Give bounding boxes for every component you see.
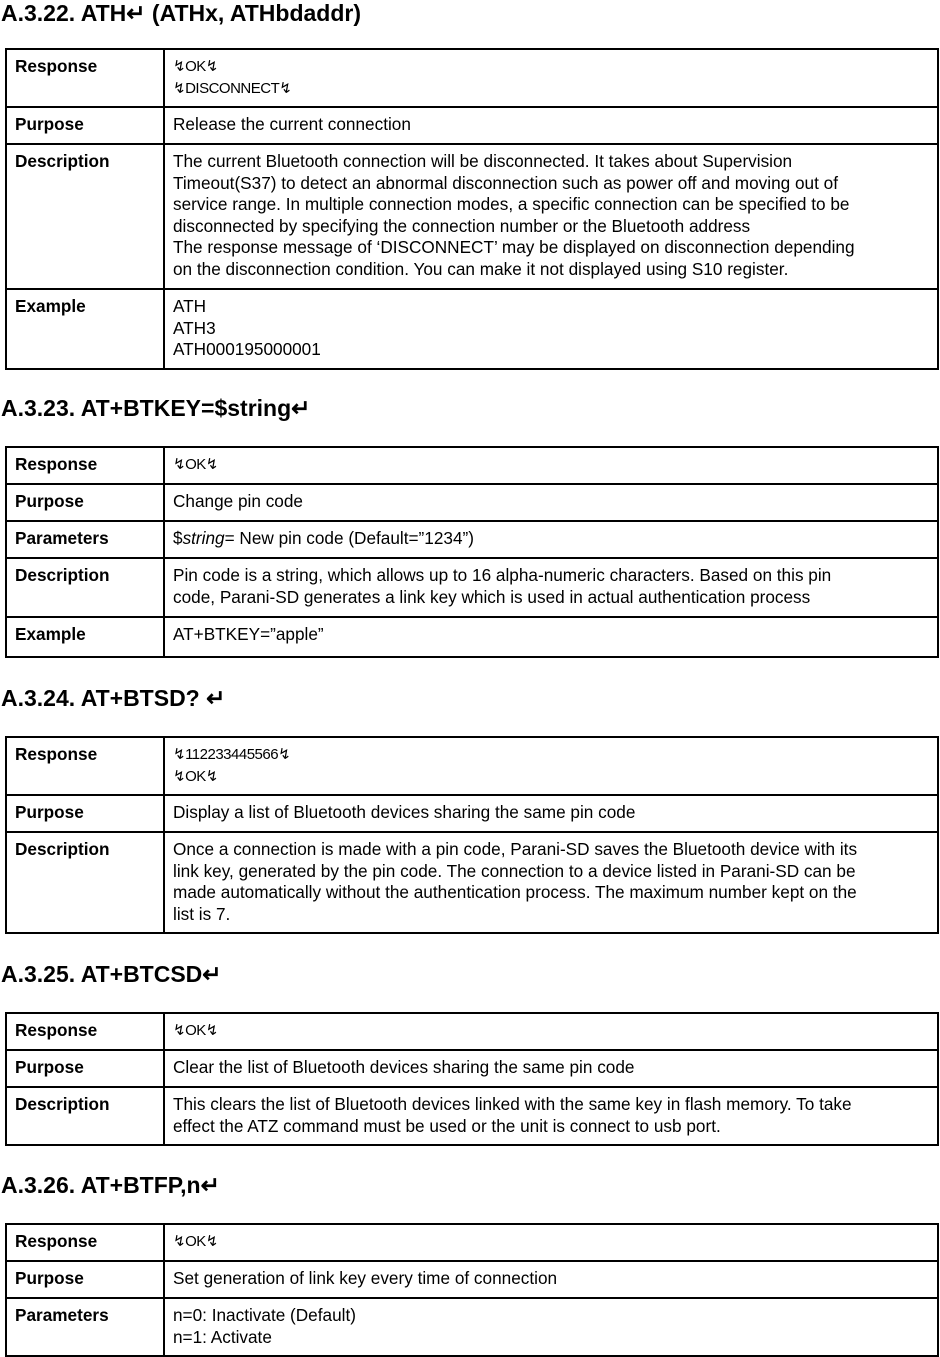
value-line: ↯OK↯	[173, 456, 218, 473]
value-line: Release the current connection	[173, 114, 411, 134]
value-line: service range. In multiple connection modes, a specific connection can be specified to be	[173, 194, 850, 214]
row-value	[164, 447, 938, 484]
value-line: ↯OK↯	[173, 767, 218, 785]
row-value	[164, 521, 938, 558]
row-key: Response	[6, 447, 164, 484]
table-row	[6, 49, 938, 107]
value-line: Clear the list of Bluetooth devices sharing the same pin code	[173, 1057, 635, 1077]
value-line: Set generation of link key every time of connection	[173, 1268, 558, 1288]
value-line: ↯112233445566↯	[173, 746, 291, 763]
section-btcsd	[0, 961, 940, 987]
row-key: Parameters	[6, 1298, 164, 1356]
row-key: Response	[6, 1013, 164, 1050]
row-value	[164, 832, 938, 933]
table-row	[6, 617, 938, 657]
row-key: Description	[6, 1087, 164, 1145]
section-btfp	[0, 1172, 940, 1198]
table-row	[6, 1050, 938, 1087]
row-key: Parameters	[6, 521, 164, 558]
value-line: ATH3	[173, 317, 216, 338]
row-key: Purpose	[6, 107, 164, 144]
value-line: This clears the list of Bluetooth devices linked with the same key in flash memory. To take	[173, 1094, 852, 1114]
row-value	[164, 144, 938, 289]
table-row	[6, 107, 938, 144]
table-row	[6, 737, 938, 795]
row-value	[164, 795, 938, 832]
table-row	[6, 832, 938, 933]
command-table-btkey	[5, 446, 939, 658]
section-heading: A.3.24. AT+BTSD? ↵	[1, 685, 226, 711]
row-key: Response	[6, 49, 164, 107]
row-value	[164, 1050, 938, 1087]
value-line: ↯OK↯	[173, 1233, 218, 1250]
command-table-btcsd	[5, 1012, 939, 1146]
value-line: code, Parani-SD generates a link key which is used in actual authentication process	[173, 586, 811, 607]
section-heading: A.3.25. AT+BTCSD↵	[1, 961, 222, 987]
row-key: Purpose	[6, 1261, 164, 1298]
row-value	[164, 107, 938, 144]
row-value	[164, 1298, 938, 1356]
section-btsd	[0, 685, 940, 711]
table-row	[6, 1298, 938, 1356]
value-line: Pin code is a string, which allows up to 16 alpha-numeric characters. Based on this pin	[173, 565, 832, 585]
row-value	[164, 1261, 938, 1298]
value-line: link key, generated by the pin code. The connection to a device listed in Parani-SD can be	[173, 860, 856, 881]
row-value	[164, 484, 938, 521]
row-key: Example	[6, 289, 164, 369]
value-line: ↯OK↯	[173, 58, 218, 75]
row-key: Purpose	[6, 484, 164, 521]
section-heading: A.3.26. AT+BTFP,n↵	[1, 1172, 220, 1198]
row-value	[164, 1087, 938, 1145]
value-line: ATH000195000001	[173, 339, 321, 359]
row-key: Purpose	[6, 795, 164, 832]
row-key: Description	[6, 558, 164, 617]
row-value	[164, 617, 938, 657]
table-row	[6, 1224, 938, 1261]
row-key: Example	[6, 617, 164, 657]
row-value	[164, 558, 938, 617]
section-heading: A.3.22. ATH↵ (ATHx, ATHbdaddr)	[1, 0, 362, 26]
command-table-ath	[5, 48, 939, 370]
table-row	[6, 1087, 938, 1145]
value-line: n=0: Inactivate (Default)	[173, 1305, 356, 1325]
section-heading: A.3.23. AT+BTKEY=$string↵	[1, 395, 311, 421]
row-value	[164, 737, 938, 795]
table-row	[6, 521, 938, 558]
table-row	[6, 558, 938, 617]
table-row	[6, 484, 938, 521]
row-value	[164, 1224, 938, 1261]
value-line: Once a connection is made with a pin code, Parani-SD saves the Bluetooth device with its	[173, 839, 858, 859]
value-line: Display a list of Bluetooth devices sharing the same pin code	[173, 802, 636, 822]
value-line: list is 7.	[173, 903, 231, 924]
value-line: effect the ATZ command must be used or the unit is connect to usb port.	[173, 1115, 721, 1136]
value-line: ↯OK↯	[173, 1022, 218, 1039]
row-value	[164, 289, 938, 369]
param-name: string	[182, 528, 225, 548]
value-line: Change pin code	[173, 491, 303, 511]
value-line: disconnected by specifying the connection number or the Bluetooth address	[173, 215, 751, 236]
value-line: The response message of ‘DISCONNECT’ may be displayed on disconnection depending	[173, 237, 855, 257]
row-key: Response	[6, 737, 164, 795]
value-line: on the disconnection condition. You can make it not displayed using S10 register.	[173, 258, 789, 279]
table-row	[6, 1013, 938, 1050]
row-key: Description	[6, 144, 164, 289]
row-key: Purpose	[6, 1050, 164, 1087]
value-line: ATH	[173, 296, 207, 316]
table-row	[6, 795, 938, 832]
value-line: ↯DISCONNECT↯	[173, 79, 292, 97]
table-row	[6, 289, 938, 369]
command-table-btsd	[5, 736, 939, 934]
row-key: Description	[6, 832, 164, 933]
value-line: n=1: Activate	[173, 1326, 272, 1347]
row-key: Response	[6, 1224, 164, 1261]
value-line: AT+BTKEY=”apple”	[173, 624, 324, 644]
table-row	[6, 1261, 938, 1298]
value-line: Timeout(S37) to detect an abnormal disconnection such as power off and moving out of	[173, 172, 838, 193]
table-row	[6, 447, 938, 484]
value-line: The current Bluetooth connection will be disconnected. It takes about Supervision	[173, 151, 793, 171]
value-line: made automatically without the authentication process. The maximum number kept on the	[173, 882, 857, 902]
row-value	[164, 49, 938, 107]
table-row	[6, 144, 938, 289]
row-value	[164, 1013, 938, 1050]
section-btkey	[0, 395, 940, 421]
command-table-btfp	[5, 1223, 939, 1357]
value-line: $string= New pin code (Default=”1234”)	[173, 528, 474, 548]
